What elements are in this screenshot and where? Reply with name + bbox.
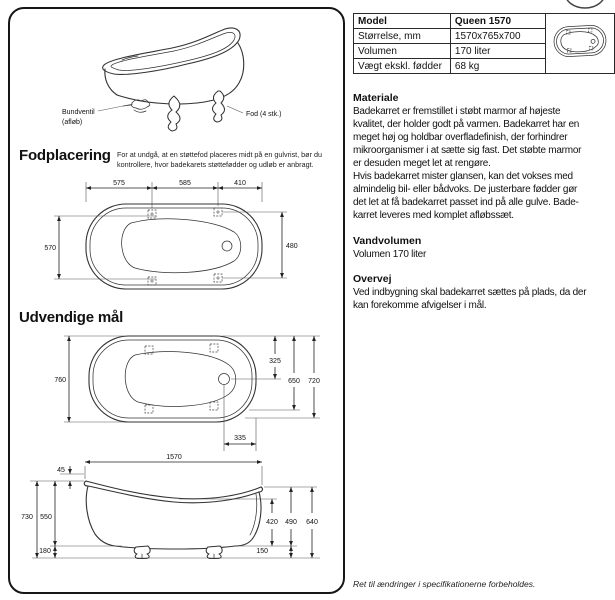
dim-585: 585 [179,180,191,187]
spec-label: Vægt ekskl. fødder [354,59,451,74]
spec-label: Volumen [354,44,451,59]
spec-value: Queen 1570 [450,14,545,29]
body-line: Volumen 170 liter [353,249,427,260]
spec-thumbnail-cell [546,14,615,74]
outer-dimensions-plan [17,327,339,455]
drain-mark [222,241,232,251]
foot-mark [148,277,156,285]
dim-180: 180 [39,548,51,555]
section-heading: Vandvolumen [353,235,422,247]
note-line: kontrollere, hvor badekarets støttefødder og udløb er anbragt. [117,159,314,169]
fodplacering-note [117,150,322,169]
table-row [354,14,615,29]
foot-mark [214,274,222,282]
body-line: kan forekomme afvigelser i mål. [353,300,487,311]
section-vandvolumen [353,235,426,261]
claw-foot-front [168,96,180,131]
dim-410: 410 [234,180,246,187]
body-line: Ved indbygning skal badekarret sættes på plads, da der [353,287,587,298]
fodplacering-heading: Fodplacering [19,147,111,164]
udvendige-heading: Udvendige mål [19,309,124,326]
spec-value: 1570x765x700 [450,29,545,44]
dim-480: 480 [286,243,298,250]
claw-foot-right [213,91,225,122]
dim-760: 760 [54,377,66,384]
foot-placement-plan [29,177,321,297]
spec-label: Model [354,14,451,29]
dim-730: 730 [21,514,33,521]
section-heading: Materiale [353,92,399,104]
drain-label-2: (afløb) [62,119,83,126]
side-elevation-drawing [14,445,336,587]
spec-label: Størrelse, mm [354,29,451,44]
dim-640: 640 [306,519,318,526]
disclaimer-footnote: Ret til ændringer i specifikationerne forbeholdes. [353,579,536,589]
foot-mark [145,405,153,413]
dim-570: 570 [44,245,56,252]
body-line: mikroorganismer i at sætte sig fast. Det støbte marmor [353,145,582,156]
body-line: Hvis badekarret mister glansen, kan det vokses med [353,171,573,182]
body-line: kvalitet, der holder godt på varmen. Badekarret har en [353,119,580,130]
drain-label: Bundventil [62,109,95,116]
dim-335: 335 [234,435,246,442]
dim-490: 490 [285,519,297,526]
body-line: er desuden meget let at rengøre. [353,158,491,169]
note-line: For at undgå, at en støttefod placeres midt på en gulvrist, bør du [117,150,322,159]
body-line: meget høj og holdbar overfladefinish, der forhindrer [353,132,568,143]
spec-table [353,13,615,74]
dim-45: 45 [57,467,65,474]
diagram-panel [8,7,345,594]
body-line: almindelig bil- eller bådvoks. De justerbare fødder gør [353,184,578,195]
section-heading: Overvej [353,273,392,285]
dim-420: 420 [266,519,278,526]
dim-550: 550 [40,514,52,521]
dim-720: 720 [308,378,320,385]
spec-value: 170 liter [450,44,545,59]
drain-mark [219,374,230,385]
page-badge-circle [562,0,608,11]
foot-label: Fod (4 stk.) [246,111,282,118]
spec-value: 68 kg [450,59,545,74]
section-materiale [353,92,581,222]
dim-575: 575 [113,180,125,187]
section-overvej [353,273,586,312]
foot-mark [210,402,218,410]
dim-650: 650 [288,378,300,385]
dim-150: 150 [256,548,268,555]
dim-1570: 1570 [166,454,182,461]
foot-mark [148,210,156,218]
dim-325: 325 [269,358,281,365]
foot-mark [210,344,218,352]
tub-perspective-drawing [32,13,332,145]
body-line: karret leveres med komplet afløbssæt. [353,210,514,221]
tub-plan-thumbnail [547,15,613,69]
body-line: Badekarret er fremstillet i støbt marmor af højeste [353,106,561,117]
body-line: det let at få badekarret passet ind på alle gulve. Bade- [353,197,579,208]
foot-mark [214,208,222,216]
